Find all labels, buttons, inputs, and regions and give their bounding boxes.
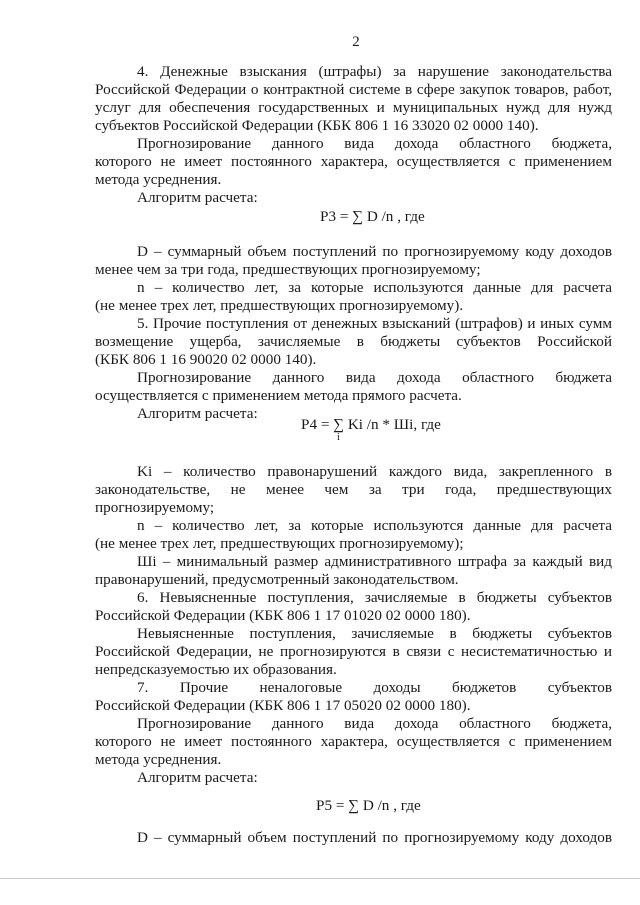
text-line: субъектов Российской Федерации (КБК 806 1 16 33020 02 0000 140). xyxy=(95,117,539,134)
formula-p4: Р4 = ∑ Ki /n * Шi, где xyxy=(301,416,441,433)
text-line: Российской Федерации (КБК 806 1 17 05020 02 0000 180). xyxy=(95,697,471,714)
page-number: 2 xyxy=(352,34,360,50)
text-line: правонарушений, предусмотренный законодательством. xyxy=(95,571,459,588)
text-line: которого не имеет постоянного характера, осуществляется с применением xyxy=(95,153,612,170)
text-line: n – количество лет, за которые используются данные для расчета xyxy=(137,517,612,534)
formula-p5: Р5 = ∑ D /n , где xyxy=(316,797,421,814)
text-line: которого не имеет постоянного характера, осуществляется с применением xyxy=(95,733,612,750)
text-line: 7. Прочие неналоговые доходы бюджетов субъектов xyxy=(137,679,612,696)
text-line: Российской Федерации, не прогнозируются в связи с несистематичностью и xyxy=(95,643,612,660)
text-line: Невыясненные поступления, зачисляемые в бюджеты субъектов xyxy=(137,625,612,642)
text-line: непредсказуемостью их образования. xyxy=(95,661,337,678)
text-line: осуществляется с применением метода прямого расчета. xyxy=(95,387,462,404)
text-line: Прогнозирование данного вида дохода областного бюджета, xyxy=(137,715,612,732)
text-line: Ki – количество правонарушений каждого вида, закрепленного в xyxy=(137,463,612,480)
text-line: метода усреднения. xyxy=(95,751,222,768)
text-line: прогнозируемому; xyxy=(95,499,215,516)
formula-p3: Р3 = ∑ D /n , где xyxy=(320,208,425,225)
text-line: D – суммарный объем поступлений по прогнозируемому коду доходов xyxy=(137,829,612,846)
text-line: D – суммарный объем поступлений по прогнозируемому коду доходов xyxy=(137,243,612,260)
text-line: возмещение ущерба, зачисляемые в бюджеты субъектов Российской xyxy=(95,333,612,350)
formula-p4-subscript: i xyxy=(337,432,340,443)
text-line: Российской Федерации о контрактной системе в сфере закупок товаров, работ, xyxy=(95,81,612,98)
text-line: Прогнозирование данного вида дохода областного бюджета, xyxy=(137,135,612,152)
text-line: менее чем за три года, предшествующих прогнозируемому; xyxy=(95,261,481,278)
text-line: (не менее трех лет, предшествующих прогнозируемому); xyxy=(95,535,464,552)
text-line: Алгоритм расчета: xyxy=(137,189,258,206)
text-line: Шi – минимальный размер административного штрафа за каждый вид xyxy=(137,553,612,570)
text-line: 5. Прочие поступления от денежных взысканий (штрафов) и иных сумм xyxy=(137,315,612,332)
text-line: Алгоритм расчета: xyxy=(137,405,258,422)
text-line: Алгоритм расчета: xyxy=(137,769,258,786)
text-line: n – количество лет, за которые используются данные для расчета xyxy=(137,279,612,296)
text-line: Российской Федерации (КБК 806 1 17 01020 02 0000 180). xyxy=(95,607,471,624)
text-line: услуг для обеспечения государственных и муниципальных нужд для нужд xyxy=(95,99,612,116)
text-line: метода усреднения. xyxy=(95,171,222,188)
text-line: законодательстве, не менее чем за три года, предшествующих xyxy=(95,481,612,498)
scan-edge-line xyxy=(0,878,640,879)
text-line: 4. Денежные взыскания (штрафы) за нарушение законодательства xyxy=(137,63,612,80)
text-line: Прогнозирование данного вида дохода областного бюджета xyxy=(137,369,612,386)
text-line: (КБК 806 1 16 90020 02 0000 140). xyxy=(95,351,317,368)
text-line: 6. Невыясненные поступления, зачисляемые в бюджеты субъектов xyxy=(137,589,612,606)
text-line: (не менее трех лет, предшествующих прогнозируемому). xyxy=(95,297,464,314)
